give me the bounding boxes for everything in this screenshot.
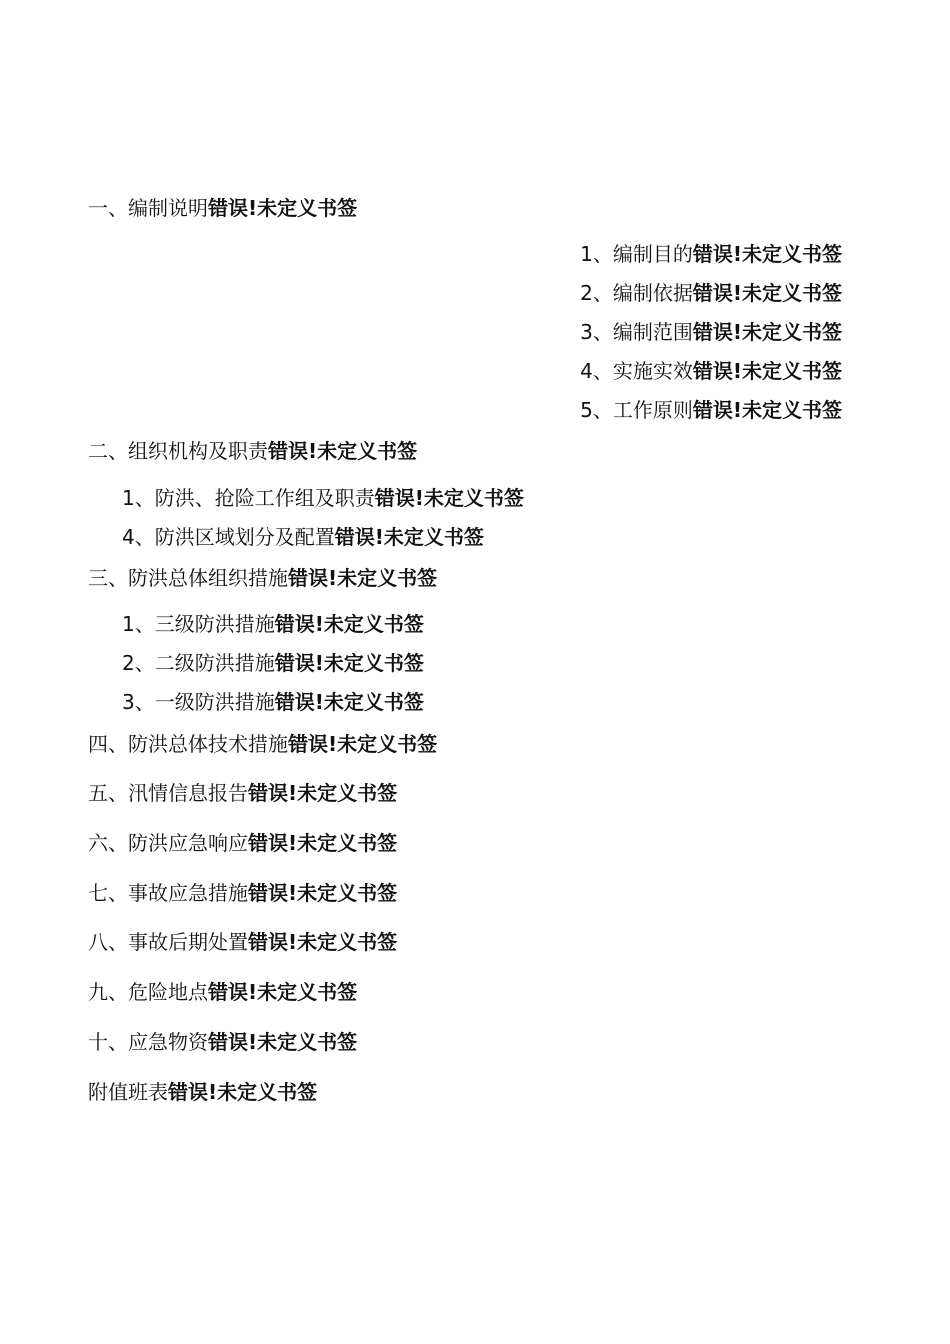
- toc-entry-title: 2、编制依据: [580, 281, 693, 305]
- toc-entry-appendix[interactable]: [88, 1079, 317, 1105]
- toc-entry-title: 4、防洪区域划分及配置: [122, 525, 335, 549]
- toc-entry-3-2[interactable]: [122, 650, 424, 676]
- toc-entry-error: 错误!未定义书签: [248, 881, 398, 905]
- toc-entry-title: 附值班表: [88, 1080, 168, 1104]
- toc-entry-error: 错误!未定义书签: [334, 525, 484, 549]
- toc-entry-section-7[interactable]: [88, 880, 397, 906]
- toc-entry-section-8[interactable]: [88, 929, 397, 955]
- toc-entry-error: 错误!未定义书签: [692, 281, 842, 305]
- toc-entry-error: 错误!未定义书签: [374, 486, 524, 510]
- toc-entry-section-5[interactable]: [88, 780, 397, 806]
- toc-entry-error: 错误!未定义书签: [248, 831, 398, 855]
- toc-entry-2-1[interactable]: [122, 485, 524, 511]
- toc-entry-error: 错误!未定义书签: [248, 781, 398, 805]
- toc-entry-error: 错误!未定义书签: [288, 732, 438, 756]
- toc-entry-error: 错误!未定义书签: [692, 359, 842, 383]
- toc-entry-1-4[interactable]: [580, 358, 842, 384]
- toc-entry-title: 一、编制说明: [88, 196, 208, 220]
- toc-entry-title: 六、防洪应急响应: [88, 831, 248, 855]
- toc-entry-title: 八、事故后期处置: [88, 930, 248, 954]
- toc-entry-section-2[interactable]: [88, 438, 417, 464]
- toc-entry-section-10[interactable]: [88, 1029, 357, 1055]
- toc-entry-1-1[interactable]: [580, 241, 842, 267]
- toc-entry-error: 错误!未定义书签: [274, 651, 424, 675]
- toc-entry-title: 五、汛情信息报告: [88, 781, 248, 805]
- toc-entry-title: 七、事故应急措施: [88, 881, 248, 905]
- toc-entry-title: 4、实施实效: [580, 359, 693, 383]
- toc-entry-error: 错误!未定义书签: [274, 612, 424, 636]
- toc-entry-error: 错误!未定义书签: [208, 980, 358, 1004]
- toc-entry-section-4[interactable]: [88, 731, 437, 757]
- toc-entry-title: 十、应急物资: [88, 1030, 208, 1054]
- toc-entry-error: 错误!未定义书签: [288, 566, 438, 590]
- toc-entry-error: 错误!未定义书签: [208, 1030, 358, 1054]
- toc-entry-section-3[interactable]: [88, 565, 437, 591]
- toc-entry-3-1[interactable]: [122, 611, 424, 637]
- toc-entry-title: 3、一级防洪措施: [122, 690, 275, 714]
- toc-entry-error: 错误!未定义书签: [208, 196, 358, 220]
- toc-entry-title: 三、防洪总体组织措施: [88, 566, 288, 590]
- toc-entry-error: 错误!未定义书签: [692, 242, 842, 266]
- toc-entry-title: 5、工作原则: [580, 398, 693, 422]
- toc-entry-1-3[interactable]: [580, 319, 842, 345]
- toc-entry-error: 错误!未定义书签: [268, 439, 418, 463]
- toc-entry-section-9[interactable]: [88, 979, 357, 1005]
- toc-entry-title: 1、编制目的: [580, 242, 693, 266]
- toc-entry-section-6[interactable]: [88, 830, 397, 856]
- toc-entry-title: 二、组织机构及职责: [88, 439, 268, 463]
- toc-entry-error: 错误!未定义书签: [168, 1080, 318, 1104]
- toc-entry-2-4[interactable]: [122, 524, 484, 550]
- toc-entry-error: 错误!未定义书签: [692, 320, 842, 344]
- toc-entry-3-3[interactable]: [122, 689, 424, 715]
- toc-entry-title: 3、编制范围: [580, 320, 693, 344]
- toc-entry-title: 1、三级防洪措施: [122, 612, 275, 636]
- toc-entry-error: 错误!未定义书签: [692, 398, 842, 422]
- toc-entry-section-1[interactable]: [88, 195, 357, 221]
- toc-entry-1-2[interactable]: [580, 280, 842, 306]
- toc-entry-title: 2、二级防洪措施: [122, 651, 275, 675]
- toc-entry-1-5[interactable]: [580, 397, 842, 423]
- toc-entry-error: 错误!未定义书签: [248, 930, 398, 954]
- toc-entry-title: 1、防洪、抢险工作组及职责: [122, 486, 375, 510]
- toc-entry-title: 九、危险地点: [88, 980, 208, 1004]
- toc-entry-error: 错误!未定义书签: [274, 690, 424, 714]
- toc-entry-title: 四、防洪总体技术措施: [88, 732, 288, 756]
